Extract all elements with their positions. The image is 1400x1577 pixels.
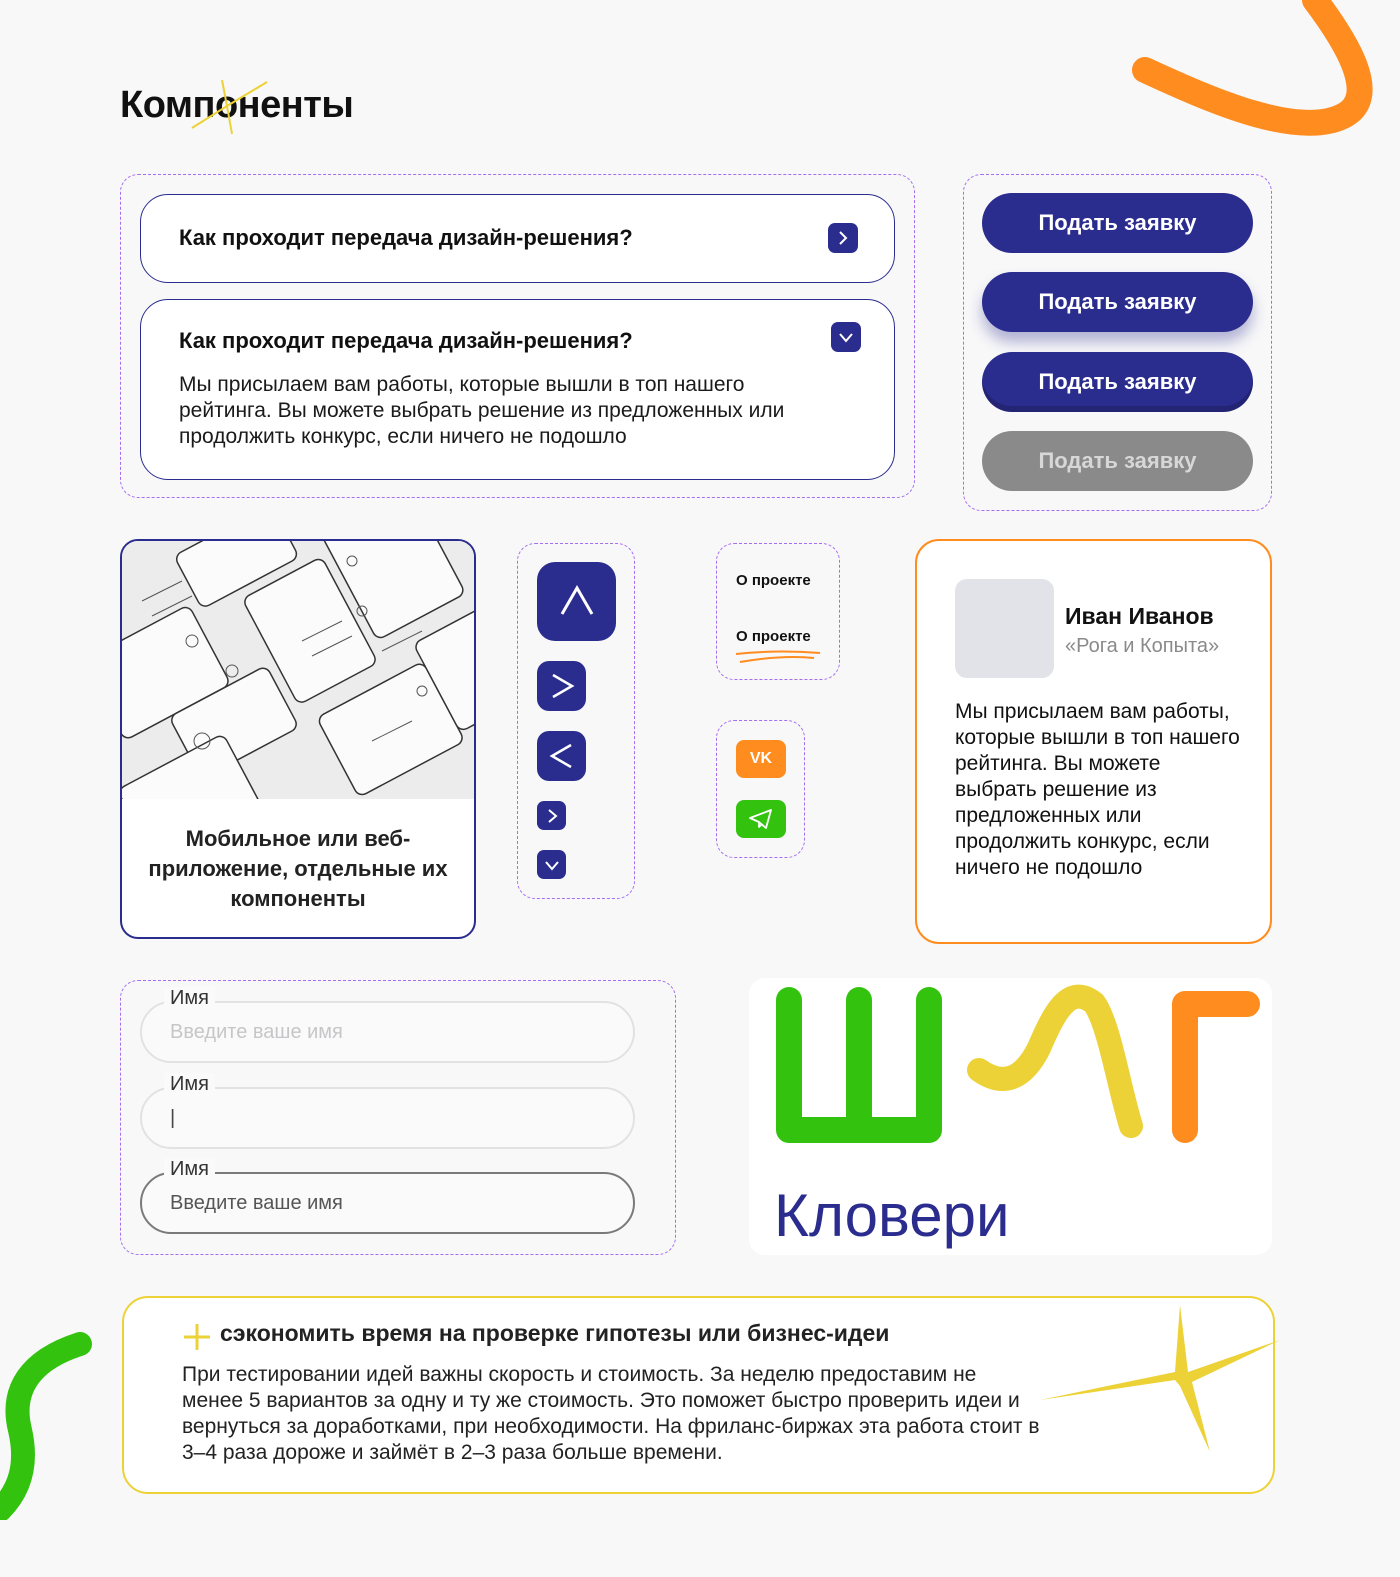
banner-title: сэкономить время на проверке гипотезы или бизнес-идеи bbox=[220, 1320, 890, 1346]
review-text: Мы присылаем вам работы, которые вышли в топ нашего рейтинга. Вы можете выбрать решение из предложенных или продолжить конкурс, если ничего не подошло bbox=[955, 700, 1240, 879]
chevron-down-icon[interactable] bbox=[831, 322, 861, 352]
name-field-empty[interactable] bbox=[140, 987, 635, 1063]
faq-item-expanded[interactable] bbox=[140, 299, 895, 480]
sparkle-icon bbox=[184, 1324, 210, 1350]
wireframe-sketch-image bbox=[122, 541, 474, 799]
logo-subtitle: Кловери bbox=[774, 1182, 1010, 1249]
avatar bbox=[955, 579, 1054, 678]
review-card bbox=[915, 539, 1272, 944]
card-caption: Мобильное или веб-приложение, отдельные их компоненты bbox=[148, 826, 448, 911]
field-label: Имя bbox=[164, 1158, 215, 1180]
name-input[interactable] bbox=[170, 1015, 600, 1049]
name-input[interactable] bbox=[170, 1101, 600, 1135]
chevron-down-small-icon[interactable] bbox=[537, 850, 566, 879]
shag-logo bbox=[749, 978, 1272, 1178]
service-card[interactable] bbox=[120, 539, 476, 939]
faq-question: Как проходит передача дизайн-решения? bbox=[179, 225, 633, 250]
telegram-icon[interactable] bbox=[736, 800, 786, 838]
orange-squiggle-decoration bbox=[1120, 0, 1400, 150]
chevron-up-icon[interactable] bbox=[537, 562, 616, 641]
faq-question: Как проходит передача дизайн-решения? bbox=[179, 328, 633, 353]
chevron-right-icon[interactable] bbox=[537, 661, 586, 711]
name-field-focused[interactable] bbox=[140, 1073, 635, 1149]
submit-button-pressed[interactable]: Подать заявку bbox=[982, 352, 1253, 412]
green-squiggle-decoration bbox=[0, 1320, 110, 1520]
link-underline-decoration bbox=[734, 648, 824, 666]
faq-group bbox=[120, 174, 915, 498]
name-field-active[interactable] bbox=[140, 1158, 635, 1234]
chevron-left-icon[interactable] bbox=[537, 731, 586, 781]
faq-answer: Мы присылаем вам работы, которые вышли в топ нашего рейтинга. Вы можете выбрать решение из предложенных или продолжить конкурс, если ничего не подошло bbox=[179, 373, 785, 448]
sparkle-decoration bbox=[182, 78, 272, 138]
name-input[interactable] bbox=[170, 1186, 600, 1220]
chevron-right-icon[interactable] bbox=[828, 223, 858, 253]
about-link-hover[interactable]: О проекте bbox=[736, 628, 811, 645]
field-label: Имя bbox=[164, 987, 215, 1009]
about-link-default[interactable]: О проекте bbox=[736, 572, 811, 589]
reviewer-name: Иван Иванов bbox=[1065, 603, 1214, 629]
banner-text: При тестировании идей важны скорость и стоимость. За неделю предоставим не менее 5 вариантов за одну и ту же стоимость. Это поможет быстро проверить идеи и вернуться за доработками, при необходимости. На фриланс-биржах эта работа стоит в 3–4 раза дороже и займёт в 2–3 раза больше времени. bbox=[182, 1363, 1040, 1464]
field-label: Имя bbox=[164, 1073, 215, 1095]
chevron-right-small-icon[interactable] bbox=[537, 801, 566, 830]
submit-button-default[interactable]: Подать заявку bbox=[982, 193, 1253, 253]
submit-button-disabled[interactable]: Подать заявку bbox=[982, 431, 1253, 491]
logo-block bbox=[749, 978, 1272, 1255]
vk-icon[interactable]: VK bbox=[736, 740, 786, 778]
star-sparkle-decoration bbox=[1030, 1300, 1290, 1460]
page-title: Компоненты bbox=[120, 84, 353, 127]
reviewer-company: «Рога и Копыта» bbox=[1065, 635, 1220, 657]
submit-button-hover[interactable]: Подать заявку bbox=[982, 272, 1253, 332]
faq-item-collapsed[interactable] bbox=[140, 194, 895, 283]
